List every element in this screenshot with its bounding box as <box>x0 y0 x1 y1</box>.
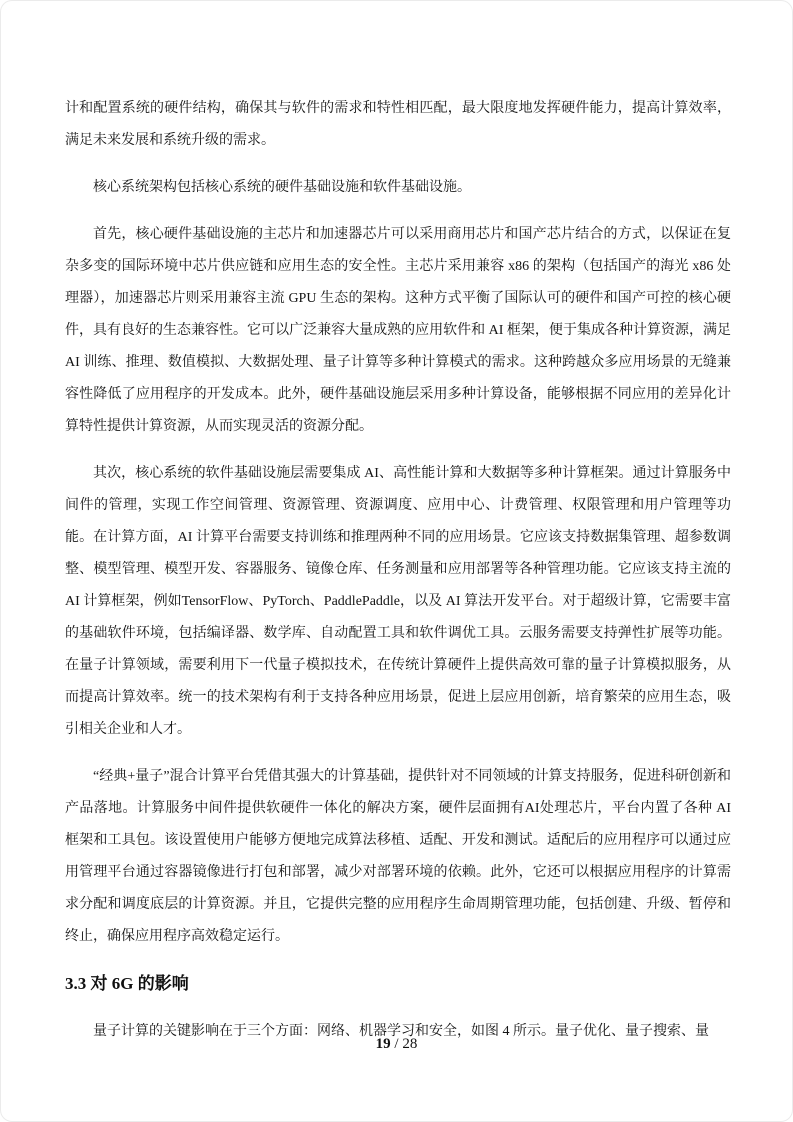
paragraph-quantum-impact: 量子计算的关键影响在于三个方面：网络、机器学习和安全，如图 4 所示。量子优化、量子搜索、量 <box>93 1024 709 1039</box>
page-footer <box>1 1033 792 1055</box>
paragraph-core-architecture: 核心系统架构包括核心系统的硬件基础设施和软件基础设施。 <box>93 180 471 195</box>
paragraph-hardware-infrastructure: 首先，核心硬件基础设施的主芯片和加速器芯片可以采用商用芯片和国产芯片结合的方式，以保证在复杂多变的国际环境中芯片供应链和应用生态的安全性。主芯片采用兼容 x86 的架构（包括国产的海光 x86 处理器），加速器芯片则采用兼容主流 GPU 生态的架构。这种方式平衡了国际认可的硬件和国产可控的核心硬件，具有良好的生态兼容性。它可以广泛兼容大量成熟的应用软件和 AI 框架，便于集成各种计算资源，满足 AI 训练、推理、数值模拟、大数据处理、量子计算等多种计算模式的需求。这种跨越众多应用场景的无缝兼容性降低了应用程序的开发成本。此外，硬件基础设施层采用多种计算设备，能够根据不同应用的差异化计算特性提供计算资源，从而实现灵活的资源分配。 <box>65 227 731 434</box>
page-number-current: 19 <box>375 1036 391 1052</box>
page-number-total: 28 <box>402 1036 418 1052</box>
paragraph-software-infrastructure: 其次，核心系统的软件基础设施层需要集成 AI、高性能计算和大数据等多种计算框架。通过计算服务中间件的管理，实现工作空间管理、资源管理、资源调度、应用中心、计费管理、权限管理和用户管理等功能。在计算方面，AI 计算平台需要支持训练和推理两种不同的应用场景。它应该支持数据集管理、超参数调整、模型管理、模型开发、容器服务、镜像仓库、任务测量和应用部署等各种管理功能。它应该支持主流的 AI 计算框架，例如TensorFlow、PyTorch、PaddlePaddle，以及 AI 算法开发平台。对于超级计算，它需要丰富的基础软件环境，包括编译器、数学库、自动配置工具和软件调优工具。云服务需要支持弹性扩展等功能。在量子计算领域，需要利用下一代量子模拟技术，在传统计算硬件上提供高效可靠的量子计算模拟服务，从而提高计算效率。统一的技术架构有利于支持各种应用场景，促进上层应用创新，培育繁荣的应用生态，吸引相关企业和人才。 <box>65 466 731 737</box>
paragraph-continuation: 计和配置系统的硬件结构，确保其与软件的需求和特性相匹配，最大限度地发挥硬件能力，提高计算效率，满足未来发展和系统升级的需求。 <box>65 101 731 148</box>
page-content <box>65 93 731 1048</box>
page-number-separator: / <box>390 1036 403 1052</box>
section-heading-6g-impact: 3.3 对 6G 的影响 <box>65 974 189 993</box>
paragraph-hybrid-platform: “经典+量子”混合计算平台凭借其强大的计算基础，提供针对不同领域的计算支持服务，促进科研创新和产品落地。计算服务中间件提供软硬件一体化的解决方案，硬件层面拥有AI处理芯片，平台内置了各种 AI 框架和工具包。该设置使用户能够方便地完成算法移植、适配、开发和测试。适配后的应用程序可以通过应用管理平台通过容器镜像进行打包和部署，减少对部署环境的依赖。此外，它还可以根据应用程序的计算需求分配和调度底层的计算资源。并且，它提供完整的应用程序生命周期管理功能，包括创建、升级、暂停和终止，确保应用程序高效稳定运行。 <box>65 769 731 944</box>
